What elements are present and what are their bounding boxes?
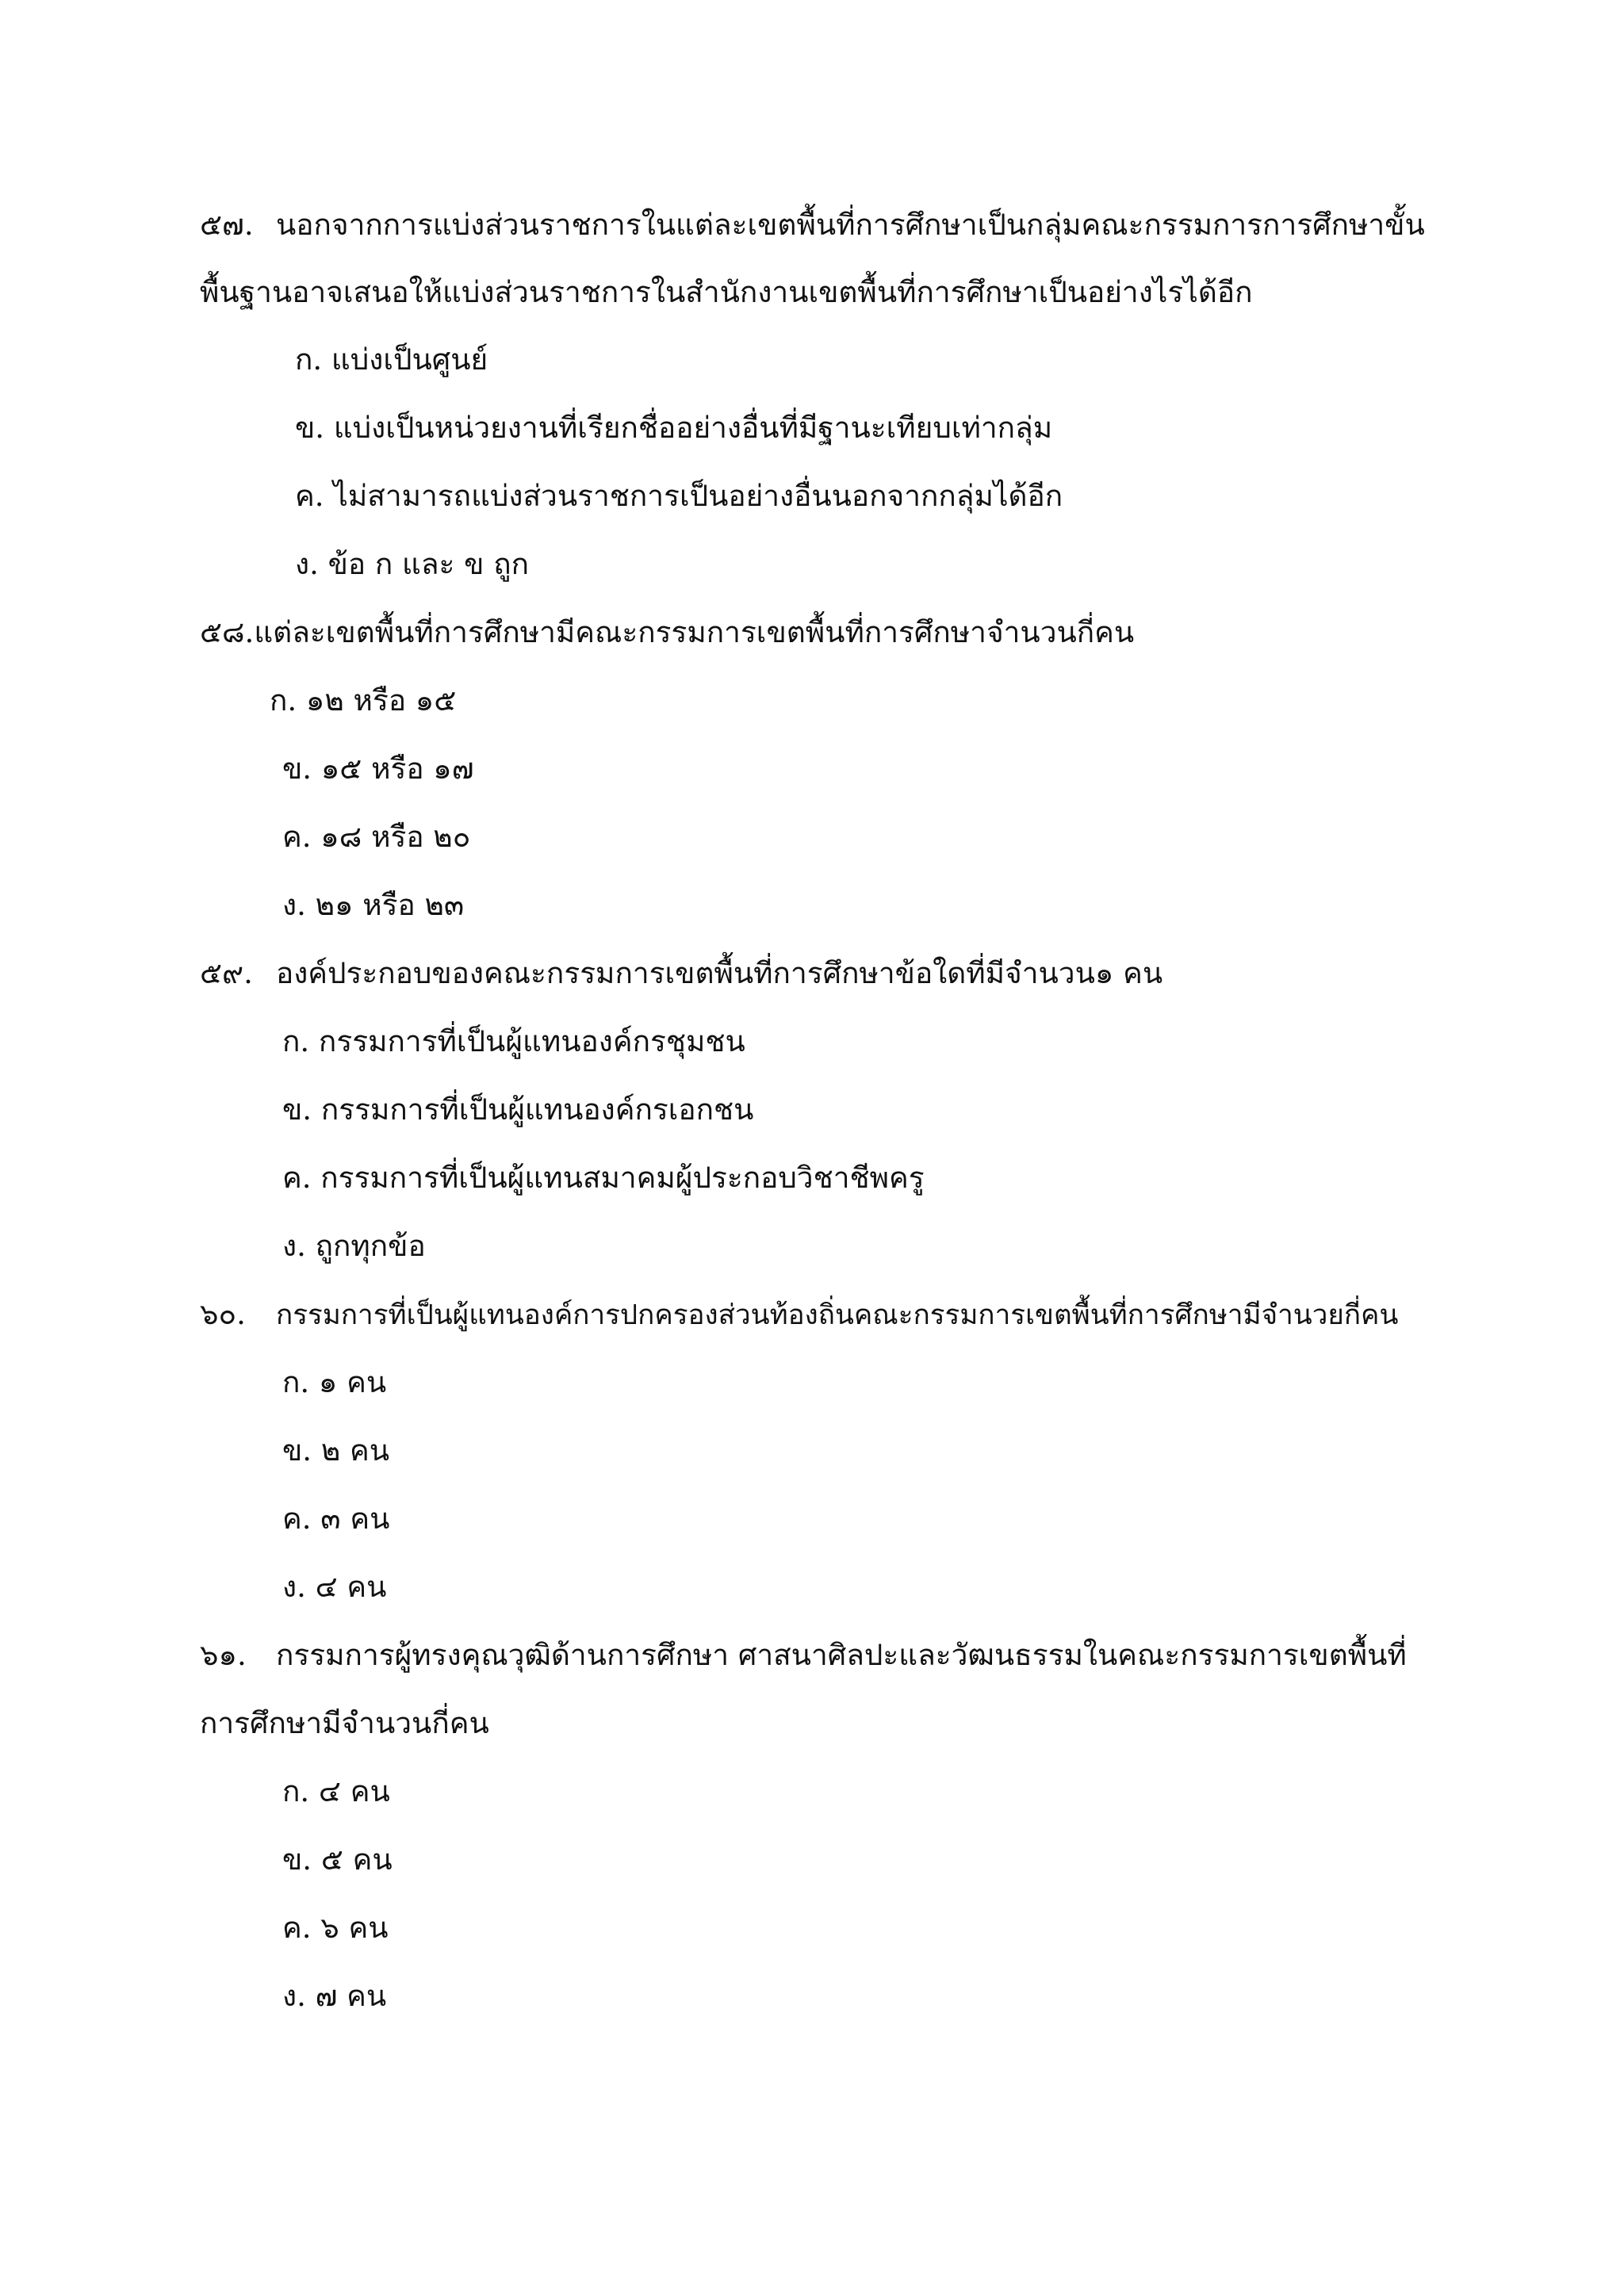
- choice-d: ง. ๗ คน: [282, 1979, 387, 2013]
- choice-b: ข. แบ่งเป็นหน่วยงานที่เรียกชื่ออย่างอื่นที่มีฐานะเทียบเท่ากลุ่ม: [295, 411, 1053, 445]
- question-61: [200, 1638, 1407, 1673]
- question-text: กรรมการผู้ทรงคุณวุฒิด้านการศึกษา ศาสนาศิลปะและวัฒนธรรมในคณะกรรมการเขตพื้นที่: [276, 1638, 1407, 1672]
- choice-d: ง. ๔ คน: [282, 1570, 387, 1604]
- choice-a: ก. ๑ คน: [282, 1365, 387, 1399]
- choice-a: ก. ๑๒ หรือ ๑๕: [270, 683, 457, 718]
- choice-b: ข. กรรมการที่เป็นผู้แทนองค์กรเอกชน: [282, 1093, 754, 1127]
- question-number: ๕๘.: [200, 615, 255, 649]
- question-number: ๖๑.: [200, 1638, 247, 1672]
- question-text-continued: การศึกษามีจำนวนกี่คน: [200, 1706, 489, 1740]
- choice-c: ค. ๑๘ หรือ ๒๐: [282, 820, 471, 854]
- choice-a: ก. ๔ คน: [282, 1774, 390, 1808]
- question-number: ๕๙.: [200, 956, 253, 990]
- choice-b: ข. ๒ คน: [282, 1433, 390, 1468]
- question-text: กรรมการที่เป็นผู้แทนองค์การปกครองส่วนท้องถิ่นคณะกรรมการเขตพื้นที่การศึกษามีจำนวยกี่คน: [276, 1299, 1399, 1331]
- choice-a: ก. กรรมการที่เป็นผู้แทนองค์กรชุมชน: [282, 1024, 745, 1058]
- question-number: ๖๐.: [200, 1297, 246, 1331]
- choice-c: ค. ๓ คน: [282, 1502, 390, 1536]
- choice-d: ง. ๒๑ หรือ ๒๓: [282, 888, 465, 922]
- question-text: นอกจากการแบ่งส่วนราชการในแต่ละเขตพื้นที่การศึกษาเป็นกลุ่มคณะกรรมการการศึกษาขั้น: [276, 208, 1425, 242]
- choice-c: ค. กรรมการที่เป็นผู้แทนสมาคมผู้ประกอบวิชาชีพครู: [282, 1161, 925, 1195]
- question-text: องค์ประกอบของคณะกรรมการเขตพื้นที่การศึกษาข้อใดที่มีจำนวน๑ คน: [276, 956, 1163, 990]
- question-58: [200, 615, 1134, 650]
- choice-b: ข. ๑๕ หรือ ๑๗: [282, 752, 474, 786]
- choice-d: ง. ถูกทุกข้อ: [282, 1229, 426, 1263]
- choice-b: ข. ๕ คน: [282, 1843, 393, 1877]
- question-59: [200, 956, 1162, 991]
- question-number: ๕๗.: [200, 208, 254, 242]
- question-57: [200, 208, 1425, 243]
- question-text: แต่ละเขตพื้นที่การศึกษามีคณะกรรมการเขตพื้นที่การศึกษาจำนวนกี่คน: [254, 615, 1135, 649]
- choice-a: ก. แบ่งเป็นศูนย์: [295, 342, 488, 377]
- choice-d: ง. ข้อ ก และ ข ถูก: [295, 547, 530, 581]
- choice-c: ค. ๖ คน: [282, 1911, 389, 1945]
- choice-c: ค. ไม่สามารถแบ่งส่วนราชการเป็นอย่างอื่นนอกจากกลุ่มได้อีก: [295, 479, 1063, 513]
- question-text-continued: พื้นฐานอาจเสนอให้แบ่งส่วนราชการในสำนักงานเขตพื้นที่การศึกษาเป็นอย่างไรได้อีก: [200, 275, 1253, 309]
- question-60: [200, 1297, 1398, 1332]
